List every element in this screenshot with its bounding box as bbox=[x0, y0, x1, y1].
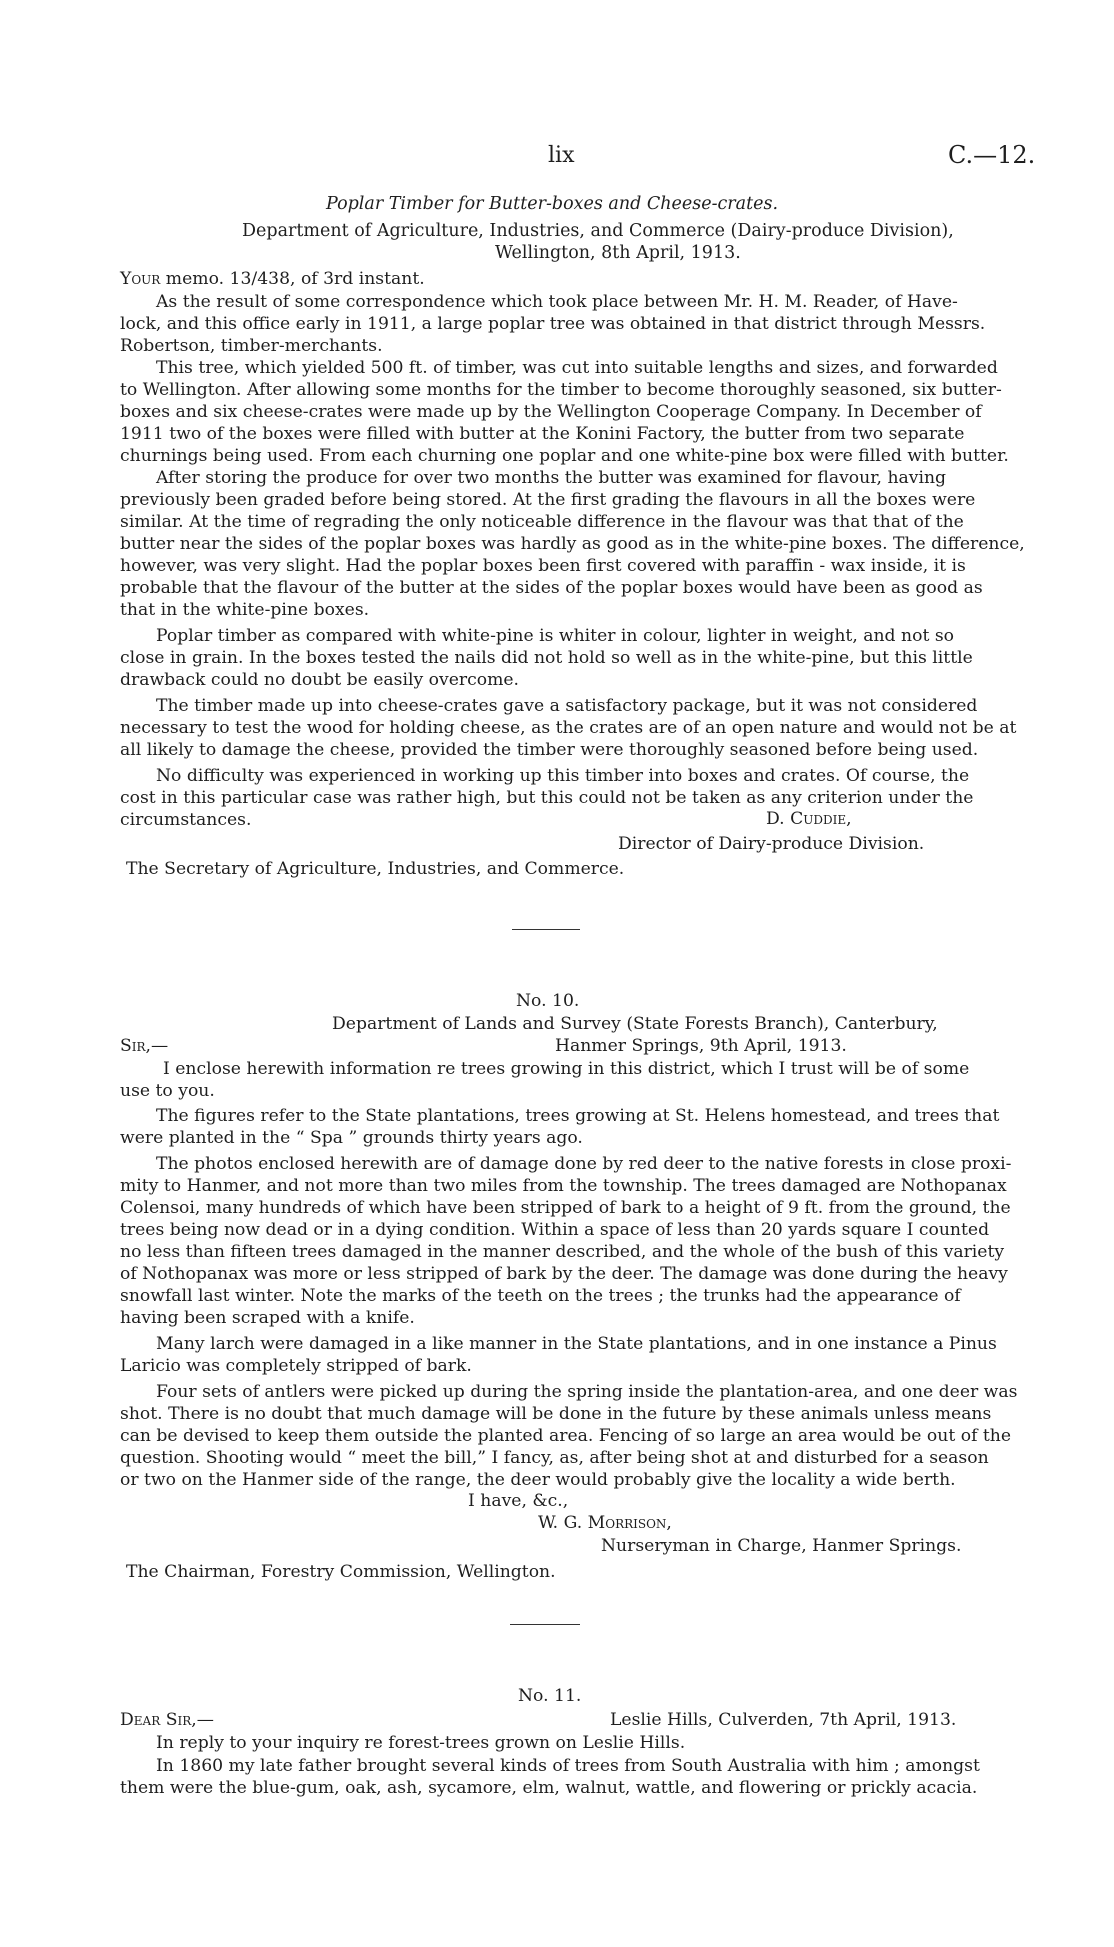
body-line: snowfall last winter. Note the marks of the teeth on the trees ; the trunks had the appearance of bbox=[120, 1286, 961, 1306]
body-line: or two on the Hanmer side of the range, the deer would probably give the locality a wide berth. bbox=[120, 1470, 956, 1490]
body-line: butter near the sides of the poplar boxes was hardly as good as in the white-pine boxes. The difference, bbox=[120, 534, 1025, 554]
body-line: In 1860 my late father brought several kinds of trees from South Australia with him ; amongst bbox=[156, 1756, 980, 1776]
body-line: Four sets of antlers were picked up during the spring inside the plantation-area, and one deer was bbox=[156, 1382, 1018, 1402]
body-line: In reply to your inquiry re forest-trees grown on Leslie Hills. bbox=[156, 1733, 686, 1753]
body-line: them were the blue-gum, oak, ash, sycamore, elm, walnut, wattle, and flowering or prickly acacia. bbox=[120, 1778, 978, 1798]
place-date: Hanmer Springs, 9th April, 1913. bbox=[555, 1036, 847, 1056]
opening-rest: memo. 13/438, of 3rd instant. bbox=[160, 269, 425, 289]
letter-number: No. 10. bbox=[516, 991, 580, 1011]
body-line: This tree, which yielded 500 ft. of timber, was cut into suitable lengths and sizes, and forwarded bbox=[156, 358, 998, 378]
body-line: Poplar timber as compared with white-pine is whiter in colour, lighter in weight, and not so bbox=[156, 626, 954, 646]
body-line: circumstances. bbox=[120, 810, 252, 830]
body-line: use to you. bbox=[120, 1081, 215, 1101]
opening-line bbox=[120, 268, 1020, 290]
opening-word: Your bbox=[120, 269, 161, 289]
body-line: As the result of some correspondence which took place between Mr. H. M. Reader, of Have- bbox=[156, 292, 958, 312]
body-line: having been scraped with a knife. bbox=[120, 1308, 415, 1328]
department-line: Department of Agriculture, Industries, and Commerce (Dairy-produce Division), bbox=[242, 221, 954, 241]
body-line: were planted in the “ Spa ” grounds thirty years ago. bbox=[120, 1128, 583, 1148]
section-divider bbox=[512, 929, 580, 930]
salutation: Sir,— bbox=[120, 1036, 169, 1056]
body-line: Many larch were damaged in a like manner in the State plantations, and in one instance a Pinus bbox=[156, 1334, 997, 1354]
salutation: Dear Sir,— bbox=[120, 1710, 214, 1730]
body-line: to Wellington. After allowing some months for the timber to become thoroughly seasoned, six butter- bbox=[120, 380, 1002, 400]
body-line: churnings being used. From each churning one poplar and one white-pine box were filled with butter. bbox=[120, 446, 1009, 466]
page-number: lix bbox=[548, 143, 575, 168]
signature-title: Nurseryman in Charge, Hanmer Springs. bbox=[601, 1536, 962, 1556]
place-date: Wellington, 8th April, 1913. bbox=[495, 243, 741, 263]
signature-title: Director of Dairy-produce Division. bbox=[618, 834, 925, 854]
body-line: however, was very slight. Had the poplar boxes been first covered with paraffin - wax inside, it is bbox=[120, 556, 966, 576]
body-line: close in grain. In the boxes tested the nails did not hold so well as in the white-pine, but this little bbox=[120, 648, 973, 668]
body-line: 1911 two of the boxes were filled with butter at the Konini Factory, the butter from two separate bbox=[120, 424, 965, 444]
body-line: previously been graded before being stored. At the first grading the flavours in all the boxes were bbox=[120, 490, 976, 510]
section-divider bbox=[510, 1624, 580, 1625]
body-line: mity to Hanmer, and not more than two miles from the township. The trees damaged are Nothopanax bbox=[120, 1176, 1007, 1196]
body-line: Robertson, timber-merchants. bbox=[120, 336, 383, 356]
body-line: No difficulty was experienced in working up this timber into boxes and crates. Of course, the bbox=[156, 766, 970, 786]
section-title: Poplar Timber for Butter-boxes and Cheese-crates. bbox=[326, 194, 779, 214]
body-line: Laricio was completely stripped of bark. bbox=[120, 1356, 472, 1376]
body-line: can be devised to keep them outside the planted area. Fencing of so large an area would be out of the bbox=[120, 1426, 1012, 1446]
body-line: The timber made up into cheese-crates gave a satisfactory package, but it was not considered bbox=[156, 696, 978, 716]
body-line: probable that the flavour of the butter at the sides of the poplar boxes would have been as good as bbox=[120, 578, 983, 598]
body-line: necessary to test the wood for holding cheese, as the crates are of an open nature and would not be at bbox=[120, 718, 1017, 738]
body-line: The figures refer to the State plantations, trees growing at St. Helens homestead, and trees that bbox=[156, 1106, 1000, 1126]
document-reference: C.—12. bbox=[948, 141, 1036, 169]
body-line: similar. At the time of regrading the only noticeable difference in the flavour was that that of the bbox=[120, 512, 964, 532]
body-line: shot. There is no doubt that much damage will be done in the future by these animals unless means bbox=[120, 1404, 992, 1424]
body-line: all likely to damage the cheese, provided the timber were thoroughly seasoned before being used. bbox=[120, 740, 979, 760]
addressee: The Chairman, Forestry Commission, Wellington. bbox=[126, 1562, 556, 1582]
closing: I have, &c., bbox=[468, 1491, 569, 1511]
signature-name: W. G. Morrison, bbox=[538, 1513, 672, 1533]
signature-name: D. Cuddie, bbox=[766, 809, 852, 829]
body-line: The photos enclosed herewith are of damage done by red deer to the native forests in close proxi- bbox=[156, 1154, 1012, 1174]
body-line: boxes and six cheese-crates were made up by the Wellington Cooperage Company. In December of bbox=[120, 402, 982, 422]
body-line: no less than fifteen trees damaged in the manner described, and the whole of the bush of this variety bbox=[120, 1242, 1005, 1262]
body-line: drawback could no doubt be easily overcome. bbox=[120, 670, 520, 690]
body-line: question. Shooting would “ meet the bill,” I fancy, as, after being shot at and disturbed for a season bbox=[120, 1448, 989, 1468]
body-line: trees being now dead or in a dying condition. Within a space of less than 20 yards square I counted bbox=[120, 1220, 990, 1240]
department-line: Department of Lands and Survey (State Forests Branch), Canterbury, bbox=[332, 1014, 938, 1034]
letter-number: No. 11. bbox=[518, 1686, 582, 1706]
place-date: Leslie Hills, Culverden, 7th April, 1913. bbox=[610, 1710, 957, 1730]
body-line: I enclose herewith information re trees growing in this district, which I trust will be of some bbox=[163, 1059, 970, 1079]
body-line: lock, and this office early in 1911, a large poplar tree was obtained in that district through Messrs. bbox=[120, 314, 986, 334]
body-line: Colensoi, many hundreds of which have been stripped of bark to a height of 9 ft. from the ground, the bbox=[120, 1198, 1011, 1218]
addressee: The Secretary of Agriculture, Industries, and Commerce. bbox=[126, 859, 625, 879]
body-line: cost in this particular case was rather high, but this could not be taken as any criterion under the bbox=[120, 788, 974, 808]
body-line: that in the white-pine boxes. bbox=[120, 600, 370, 620]
body-line: of Nothopanax was more or less stripped of bark by the deer. The damage was done during the heavy bbox=[120, 1264, 1008, 1284]
body-line: After storing the produce for over two months the butter was examined for flavour, having bbox=[156, 468, 947, 488]
